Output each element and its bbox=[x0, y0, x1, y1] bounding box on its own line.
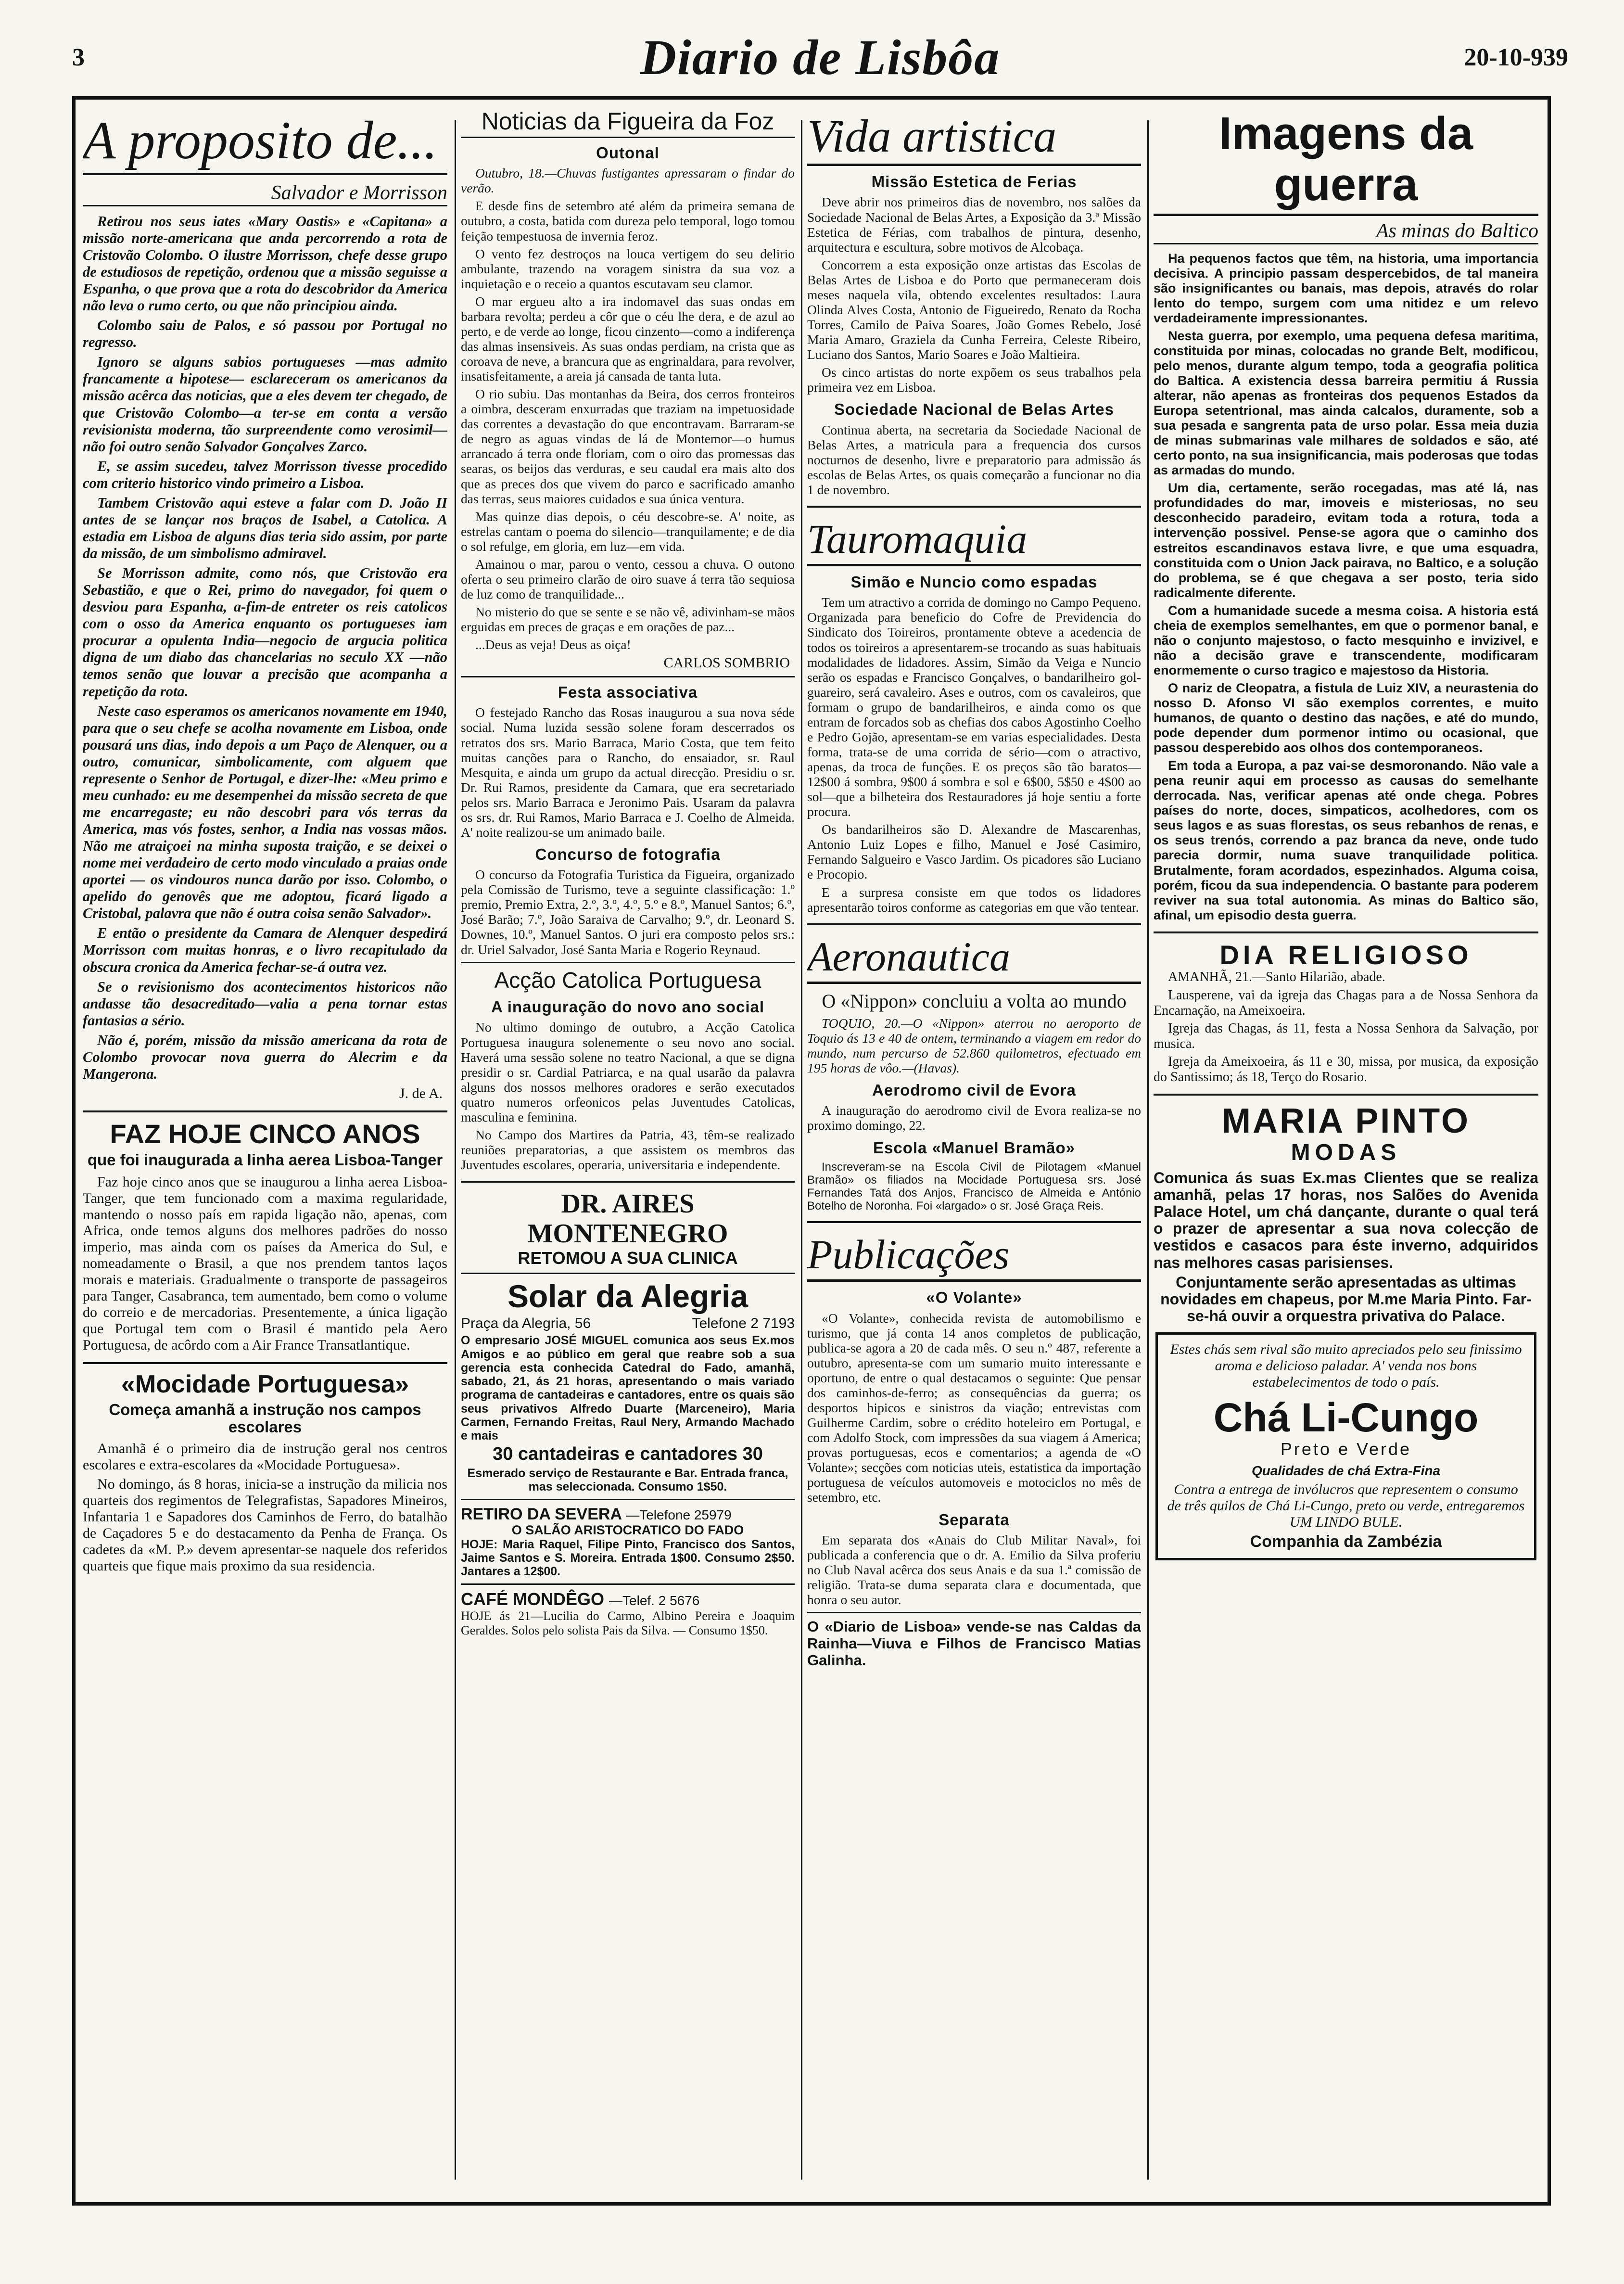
paragraph: No domingo, ás 8 horas, inicia-se a instrução da milicia nos quarteis dos regimentos de Telegrafistas, Sapadores Mineiros, Infantaria 1 e Sapadores dos Caminhos de Ferro, do batalhão de Caçadores 5 e do destacamento da Penha de França. Os cadetes da «M. P.» devem apresentar-se naquele dos referidos quarteis que fique mais proximo da sua residencia. bbox=[83, 1476, 447, 1574]
paragraph: Deve abrir nos primeiros dias de novembro, nos salões da Sociedade Nacional de Belas Artes, a Exposição da 3.ª Missão Estetica de Férias, com trabalhos de pintura, desenho, arquitectura e escultura, sobre motivos de Alcobaça. bbox=[807, 194, 1141, 255]
ad-maria-text: Comunica ás suas Ex.mas Clientes que se realiza amanhã, pelas 17 horas, nos Salões do Avenida Palace Hotel, um chá dançante, durante o qual terá o prazer de apresentar a sua nova colecção de vestidos e casacos para éste inverno, adquiridos nas melhores casas parisienses. bbox=[1154, 1169, 1538, 1271]
column-4 bbox=[1154, 108, 1538, 2187]
paragraph: Se o revisionismo dos acontecimentos historicos não andasse tão desacreditado—valia a pena tornar estas fantasias a sério. bbox=[83, 978, 447, 1029]
article-subhead: Aerodromo civil de Evora bbox=[872, 1081, 1076, 1099]
ad-retiro-sub: O SALÃO ARISTOCRATICO DO FADO bbox=[511, 1523, 744, 1538]
paragraph: Inscreveram-se na Escola Civil de Pilotagem «Manuel Bramão» os filiados na Mocidade Portuguesa srs. José Fernandes Tatá dos Anjos, Francisco de Almeida e António Botelho de Noronha. Foi «largado» o sr. José Graça Reis. bbox=[807, 1160, 1141, 1213]
paragraph: Os cinco artistas do norte expõem os seus trabalhos pela primeira vez em Lisboa. bbox=[807, 365, 1141, 395]
article-subhead: Sociedade Nacional de Belas Artes bbox=[834, 400, 1114, 419]
column-2 bbox=[461, 108, 795, 2187]
article-body bbox=[1154, 251, 1538, 923]
column-3 bbox=[807, 108, 1141, 2187]
ad-cafe-header bbox=[461, 1590, 795, 1609]
section-title: Festa associativa bbox=[558, 683, 698, 702]
paragraph: Mas quinze dias depois, o céu descobre-se. A' noite, as estrelas cantam o poema do silencio—tranquilamente; e de dia o sol refulge, em gloria, em luz—em vida. bbox=[461, 509, 795, 554]
paragraph: Com a humanidade sucede a mesma coisa. A historia está cheia de exemplos semelhantes, em que o pormenor banal, e não o conjunto majestoso, o facto mesquinho e invizivel, e não a decisão grave e transcendente, modificaram enormemente o curso tragico e majestoso da Historia. bbox=[1154, 603, 1538, 677]
paragraph: Ha pequenos factos que têm, na historia, uma importancia decisiva. A principio passam despercebidos, de tal maneira são insignificantes ou banais, mas depois, através do rolar lento do tempo, surgem com uma nitidez e um relevo verdadeiramente impressionantes. bbox=[1154, 251, 1538, 325]
article-headline: «Mocidade Portuguesa» bbox=[121, 1370, 409, 1398]
article-headline: Noticias da Figueira da Foz bbox=[461, 108, 795, 138]
article-subhead: Simão e Nuncio como espadas bbox=[850, 573, 1098, 591]
column-rule bbox=[801, 120, 802, 2180]
article-subhead: Salvador e Morrisson bbox=[83, 182, 447, 206]
ad-retiro-phone: —Telefone 25979 bbox=[626, 1507, 732, 1522]
paragraph: E a surpresa consiste em que todos os lidadores apresentarão toiros conforme as categorias em que vão tentear. bbox=[807, 884, 1141, 915]
signature: J. de A. bbox=[399, 1085, 443, 1101]
ad-aires-name: DR. AIRES MONTENEGRO bbox=[527, 1189, 728, 1249]
paragraph: O nariz de Cleopatra, a fistula de Luiz XIV, a neurastenia do nosso D. Afonso VI são exemplos correntes, e muito humanos, de quanto o destino das nações, e até do mundo, pode depender dum pormenor intimo ou ocasional, que passou desperebido aos olhos dos contemporaneos. bbox=[1154, 680, 1538, 755]
ad-cha-offer: Contra a entrega de invólucros que representem o consumo de três quilos de Chá Li-Cungo, preto ou verde, entregaremos UM LINDO BULE. bbox=[1167, 1481, 1525, 1530]
divider bbox=[807, 506, 1141, 508]
ad-maria-sub: MODAS bbox=[1291, 1139, 1401, 1165]
paragraph: Igreja das Chagas, ás 11, festa a Nossa Senhora da Salvação, por musica. bbox=[1154, 1021, 1538, 1051]
divider bbox=[807, 923, 1141, 925]
article-subhead: Missão Estetica de Ferias bbox=[871, 173, 1077, 191]
section-headline: Vida artistica bbox=[807, 108, 1141, 166]
ad-aires-sub: RETOMOU A SUA CLINICA bbox=[518, 1248, 738, 1268]
divider bbox=[461, 676, 795, 677]
paragraph: Em separata dos «Anais do Club Militar Naval», foi publicada a conferencia que o dr. A. Emilio da Silva proferiu no Club Naval acêrca dos seus Anais e da sua 1.ª comissão de religião. Trata-se duma separata clara e documentada, que honra o seu autor. bbox=[807, 1532, 1141, 1608]
paragraph: Tem um atractivo a corrida de domingo no Campo Pequeno. Organizada para beneficio do Cofre de Previdencia do Sindicato dos Toireiros, prontamente obteve a acedencia de todos os toireiros a apresentarem-se trocando as suas habituais modalidades de lidadores. Assim, Simão da Veiga e Nuncio serão os espadas e Francisco Gonçalves, o bandarilheiro gol-guareiro, será cavaleiro. Ases e outros, com os cavaleiros, que formam o grupo de bandarilheiros, e ainda como os que entram de forcados sob as chefias dos cabos Agostinho Coelho e Pedro Gojão, apresentam-se em varias especialidades. Desta forma, trata-se de uma corrida de sério—com o atractivo, apenas, da troca de funções. E os preços são tão baratos—12$00 á sombra, 9$00 á sombra e sol e 6$00, 5$50 e 4$00 ao sol—que a bilheteira dos Restauradores já hoje sentiu a forte procura. bbox=[807, 595, 1141, 819]
issue-date: 20-10-939 bbox=[1464, 44, 1568, 71]
article-headline: FAZ HOJE CINCO ANOS bbox=[110, 1118, 420, 1149]
paragraph: E então o presidente da Camara de Alenquer despedirá Morrisson com muitas honras, e o livro recapitulado da obscura cronica da America fechar-se-á outra vez. bbox=[83, 925, 447, 975]
paragraph: Em toda a Europa, a paz vai-se desmoronando. Não vale a pena reunir aqui em processo as causas do semelhante derrocada. Nas, verificar apenas até onde chega. Pobres países do norte, doces, simpaticos, acolhedores, com os seus lagos e as suas florestas, os seus rebanhos de renas, e os seus trenós, correndo a paz branca da neve, onde tudo parecia dormir, numa suave tranquilidade politica. Brutalmente, foram acordados, espezinhados. Alguma coisa, porém, ficou da sua independencia. O bastante para poderem reviver na sua total autonomia. As minas do Baltico são, afinal, um episodio desta guerra. bbox=[1154, 758, 1538, 922]
paragraph: No Campo dos Martires da Patria, 43, têm-se realizado reuniões preparatorias, a que assistem os membros das Juventudes escolares, operaria, universitaria e independente. bbox=[461, 1127, 795, 1173]
divider bbox=[461, 1583, 795, 1585]
divider bbox=[83, 1110, 447, 1112]
paragraph: Faz hoje cinco anos que se inaugurou a linha aerea Lisboa-Tanger, que tem funcionado com a maxima regularidade, mantendo o nosso país em rapida ligação não, apenas, com Africa, onde temos alguns dos melhores padrões do nosso imperio, mas ainda com os países da America do Sul, e nomeadamente o Brasil, a que nos prendem tantos laços morais e materiais. Gradualmente o transporte de passageiros para Tanger, Casabranca, tem aumentado, bem como o volume do correio e de mercadorias. Presentemente, a única ligação que Portugal tem com o Brasil é mantido pela Aero Portuguesa, de acôrdo com a Air France Transatlantique. bbox=[83, 1174, 447, 1353]
ad-cafe-text: HOJE ás 21—Lucilia do Carmo, Albino Pereira e Joaquim Geraldes. Solos pelo solista Pais da Silva. — Consumo 1$50. bbox=[461, 1609, 795, 1637]
paragraph: E, se assim sucedeu, talvez Morrisson tivesse procedido com criterio historico vindo primeiro a Lisboa. bbox=[83, 458, 447, 491]
paragraph: Continua aberta, na secretaria da Sociedade Nacional de Belas Artes, a matricula para a frequencia dos cursos nocturnos de desenho, livre e preparatorio para admissão ás escolas de Belas Artes, os quais começarão a funcionar no dia 1 de novembro. bbox=[807, 422, 1141, 497]
paragraph: Um dia, certamente, serão rocegadas, mas até lá, nas profundidades do mar, imoveis e misteriosas, no seu desconhecido paradeiro, evitam toda a rotura, toda a intervenção possivel. Pense-se agora que o caminho dos estreitos escandinavos estava livre, e que uma esquadra, constituida com o Union Jack pairava, no Baltico, e a solução do problema, se é que chegava a ser posto, teria sido radicalmente diferente. bbox=[1154, 481, 1538, 600]
divider bbox=[1154, 931, 1538, 933]
ad-cha-intro: Estes chás sem rival são muito apreciados pelo seu finissimo aroma e delicioso paladar. A' venda nos bons estabelecimentos de todo o país. bbox=[1170, 1341, 1522, 1391]
paragraph: O vento fez destroços na louca vertigem do seu delirio ambulante, trazendo na voragem sinistra da sua voz a inquietação e o receio a quantos escutavam seu clamor. bbox=[461, 246, 795, 291]
paragraph: O rio subiu. Das montanhas da Beira, dos cerros fronteiros a oimbra, desceram enxurradas que traziam na impetuosidade das correntes a devastação do que encontravam. Barraram-se de negro as aguas vindas de lá de Montemor—o humus arrancado á terra onde floriam, com o oiro das promessas das searas, os beijos das verduras, e seu caudal era mais alto dos que as preces dos que vivem do parco e sacrificado amanho das terras, seus maiores cuidados e sua única ventura. bbox=[461, 386, 795, 506]
paragraph: Não é, porém, missão da missão americana da rota de Colombo provocar nova guerra do Alecrim e da Mangerona. bbox=[83, 1032, 447, 1082]
section-headline: DIA RELIGIOSO bbox=[1219, 939, 1472, 970]
paragraph: Igreja da Ameixoeira, ás 11 e 30, missa, por musica, da exposição do Santissimo; ás 18, Terço do Rosario. bbox=[1154, 1054, 1538, 1085]
article-subhead: A inauguração do novo ano social bbox=[491, 998, 765, 1016]
ad-solar-footer: Esmerado serviço de Restaurante e Bar. Entrada franca, mas seleccionada. Consumo 1$50. bbox=[467, 1467, 788, 1494]
paragraph: Ignoro se alguns sabios portugueses —mas admito francamente a hipotese— esclareceram os americanos da missão acêrca das noticias, que a eles devem ter chegado, de que Cristovão Colombo—a ter-se em conta a versão revisionista moderna, tão surpreendente como verosimil—não foi outro senão Salvador Gonçalves Zarco. bbox=[83, 354, 447, 455]
paragraph: Concorrem a esta exposição onze artistas das Escolas de Belas Artes de Lisboa e do Porto que permaneceram dois meses naquela vila, obtendo excelentes resultados: Laura Olinda Alves Costa, Antonio de Figueiredo, Renato da Rocha Torres, Camilo de Paiva Soares, João Gomes Rebelo, José Maria Amaro, Graziela da Cunha Ferreira, Celeste Ribeiro, Luciano dos Santos, Mario Soares e João Maltieira. bbox=[807, 257, 1141, 362]
ad-retiro-text: HOJE: Maria Raquel, Filipe Pinto, Francisco dos Santos, Jaime Santos e S. Moreira. Entrada 1$00. Consumo 2$50. Jantares a 12$00. bbox=[461, 1537, 795, 1579]
divider bbox=[461, 1499, 795, 1500]
divider bbox=[807, 1612, 1141, 1613]
ad-solar-contact bbox=[461, 1315, 795, 1332]
paragraph: Neste caso esperamos os americanos novamente em 1940, para que o seu chefe se acolha novamente em Lisboa, onde pousará uns dias, indo depois a um Paço de Alenquer, ou a outro, comunicar, simbolicamente, com alguem que represente o Senhor de Portugal, e dizer-lhe: «Meu primo e meu cunhado: eu me desempenhei da missão secreta de que me encarregaste; eu não descobri para vós terras da America, mas vós fostes, senhor, a India nas vossas mãos. Não me atraiçoei na minha suposta traição, e se deixei o nome mei verdadeiro de certo modo vinculado a praias onde aportei — os vindouros nunca darão por isso. Colombo, o apelido do genovês que me adoptou, ficará ligado a Cristobal, palavra que não é outra coisa senão Salvador». bbox=[83, 702, 447, 922]
divider bbox=[83, 1362, 447, 1364]
ad-solar-phone: Telefone 2 7193 bbox=[692, 1315, 795, 1332]
paragraph: No misterio do que se sente e se não vê, adivinham-se mãos erguidas em preces de graças e em orações de paz... bbox=[461, 604, 795, 635]
paragraph: Lausperene, vai da igreja das Chagas para a de Nossa Senhora da Encarnação, na Ameixoeira. bbox=[1154, 987, 1538, 1018]
column-1 bbox=[83, 108, 447, 2187]
article-subhead: Outonal bbox=[596, 144, 660, 162]
paragraph: O festejado Rancho das Rosas inaugurou a sua nova séde social. Numa luzida sessão solene foram descerrados os retratos dos srs. Mario Barraca, Mario Costa, que tem feito muitas canções para o Rancho, do ensaiador, sr. Raul Mesquita, e ainda um grupo da actual direcção. Presidiu o sr. Dr. Rui Ramos, presidente da Camara, que era secretariado pelos srs. Mario Barraca e Jeronimo Pais. Usaram da palavra os srs. dr. Rui Ramos, Mario Barraca e J. Coelho de Almeida. A' noite realizou-se um animado baile. bbox=[461, 705, 795, 840]
ad-solar-text: O empresario JOSÉ MIGUEL comunica aos seus Ex.mos Amigos e ao público em geral que reabre sob a sua gerencia esta conhecida Catedral do Fado, amanhã, sabado, 21, ás 21 horas, apresentando o mais variado programa de cantadeiras e cantadores, entre os quais são seus privativos Alfredo Duarte (Marceneiro), Maria Carmen, Fernando Freitas, Raul Nery, Armando Machado e mais bbox=[461, 1334, 795, 1443]
ad-cha-sub: Preto e Verde bbox=[1280, 1439, 1412, 1459]
religious-listing bbox=[1154, 970, 1538, 1085]
section-headline: Aeronautica bbox=[807, 932, 1141, 984]
paragraph: Tambem Cristovão aqui esteve a falar com D. João II antes de se lançar nos braços de Isabel, a Catolica. A estadia em Lisboa de alguns dias teria sido assim, por parte da missão, de um simbolismo admiravel. bbox=[83, 494, 447, 562]
divider bbox=[461, 1181, 795, 1183]
divider bbox=[461, 962, 795, 963]
paragraph: A inauguração do aerodromo civil de Evora realiza-se no proximo domingo, 22. bbox=[807, 1103, 1141, 1133]
paragraph: O concurso da Fotografia Turistica da Figueira, organizado pela Comissão de Turismo, teve a seguinte classificação: 1.º premio, Premio Extra, 2.º, 3.º, 4.º, 5.º e 8.º, Manuel Santos; 6.º, José Barão; 7.º, João Saraiva de Carvalho; 9.º, dr. Leonard S. Downes, 10.º, Manuel Santos. O juri era composto pelos srs.: dr. Uriel Salvador, José Santa Maria e Rogerio Reynaud. bbox=[461, 867, 795, 957]
paragraph: TOQUIO, 20.—O «Nippon» aterrou no aeroporto de Toquio ás 13 e 40 de ontem, terminando a viagem em redor do mundo, num percurso de 52.860 quilometros, efectuado em 195 horas de vôo.—(Havas). bbox=[807, 1015, 1141, 1076]
article-headline: Acção Catolica Portuguesa bbox=[494, 967, 761, 993]
ad-cha-name: Chá Li-Cungo bbox=[1213, 1395, 1479, 1441]
ad-maria-name: MARIA PINTO bbox=[1221, 1101, 1470, 1140]
section-headline: Tauromaquia bbox=[807, 514, 1141, 566]
paragraph: Retirou nos seus iates «Mary Oastis» e «Capitana» a missão norte-americana que anda percorrendo a rota de Cristovão Colombo. O ilustre Morrisson, chefe desse grupo de estudiosos de repetição, ordenou que a missão seguisse a Espanha, o que prova que a rota do descobridor da America não leva o rumo certo, ou que não principiou ainda. bbox=[83, 213, 447, 314]
divider bbox=[461, 1273, 795, 1274]
ad-solar-name: Solar da Alegria bbox=[507, 1278, 749, 1314]
column-rule bbox=[455, 120, 456, 2180]
page-number: 3 bbox=[72, 44, 85, 71]
paragraph: Se Morrisson admite, como nós, que Cristovão era Sebastião, e que o Rei, primo do navegador, foi quem o desviou para Espanha, a-fim-de entreter os reis catolicos com o osso da America enquanto os portugueses iam procurar a opulenta India—negocio de argucia politica digna de um diabo das chancelarias no seculo XX —não temos senão que louvar a precisão que acompanha a repetição da rota. bbox=[83, 565, 447, 700]
divider bbox=[807, 1221, 1141, 1223]
masthead bbox=[72, 24, 1568, 91]
ad-retiro-name: RETIRO DA SEVERA bbox=[461, 1505, 622, 1523]
paragraph: AMANHÃ, 21.—Santo Hilarião, abade. bbox=[1168, 970, 1385, 985]
ad-cafe-phone: —Telef. 2 5676 bbox=[609, 1593, 700, 1608]
article-headline: A proposito de... bbox=[83, 108, 447, 175]
article-subhead: que foi inaugurada a linha aerea Lisboa-Tanger bbox=[87, 1151, 443, 1169]
ad-cha-quality: Qualidades de chá Extra-Fina bbox=[1251, 1463, 1441, 1478]
article-subhead: «O Volante» bbox=[926, 1289, 1022, 1307]
section-headline: Publicações bbox=[807, 1230, 1141, 1282]
paragraph: Os bandarilheiros são D. Alexandre de Mascarenhas, Antonio Luiz Lopes e filho, Manuel e José Casimiro, Fernando Salgueiro e Vasco Jardim. Os picadores são Luciano e Procopio. bbox=[807, 822, 1141, 882]
ad-solar-count: 30 cantadeiras e cantadores 30 bbox=[493, 1444, 763, 1465]
article-headline: O «Nippon» concluiu a volta ao mundo bbox=[822, 990, 1127, 1012]
article-body bbox=[83, 213, 447, 1083]
paragraph: Amainou o mar, parou o vento, cessou a chuva. O outono oferta o seu primeiro clarão de oiro suave á terra tão sequiosa de luz como de tranquilidade... bbox=[461, 556, 795, 601]
ad-maria-text2: Conjuntamente serão apresentadas as ultimas novidades em chapeus, por M.me Maria Pinto. Far-se-há ouvir a orquestra privativa do Palace. bbox=[1160, 1273, 1532, 1325]
sales-notice: O «Diario de Lisboa» vende-se nas Caldas da Rainha—Viuva e Filhos de Francisco Matias Galinha. bbox=[807, 1618, 1141, 1669]
ad-solar-address: Praça da Alegria, 56 bbox=[461, 1315, 591, 1332]
ad-cha-box bbox=[1155, 1332, 1536, 1560]
column-rule bbox=[1147, 120, 1149, 2180]
paragraph: O mar ergueu alto a ira indomavel das suas ondas em barbara revolta; perdeu a côr que o céu lhe dera, e de azul ao perto, e de verde ao longe, ficou cinzento—como a indiferença das almas insensiveis. As suas ondas perdiam, na crista que as coroava de neve, a brancura que as engrinaldara, para revolver, insatisfeitamente, a areia já cansada de tanta luta. bbox=[461, 293, 795, 384]
ad-cha-company: Companhia da Zambézia bbox=[1250, 1532, 1442, 1551]
paragraph: Colombo saiu de Palos, e só passou por Portugal no regresso. bbox=[83, 317, 447, 351]
paragraph: Amanhã é o primeiro dia de instrução geral nos centros escolares e extra-escolares da «Mocidade Portuguesa». bbox=[83, 1441, 447, 1473]
section-title: Concurso de fotografia bbox=[535, 845, 721, 863]
article-subhead: Separata bbox=[939, 1510, 1010, 1529]
article-subhead: Escola «Manuel Bramão» bbox=[873, 1138, 1075, 1157]
ad-retiro-header bbox=[461, 1505, 795, 1523]
paragraph: Nesta guerra, por exemplo, uma pequena defesa maritima, constituida por minas, colocadas no grande Belt, modificou, pelo menos, durante algum tempo, toda a geografia politica do Baltica. A existencia dessa barreira permitiu á Russia alterar, não apenas as fronteiras dos pequenos Estados da Europa setentrional, mas ainda calcalos, duramente, sob a sua pesada e sangrenta pata de urso polar. Essa meia duzia de minas submarinas vale milhares de soldados e são, até certo ponto, na sua insignificancia, mais poderosas que todas as armadas do mundo. bbox=[1154, 328, 1538, 478]
paragraph: Outubro, 18.—Chuvas fustigantes apressaram o findar do verão. bbox=[461, 166, 795, 196]
newspaper-title: Diario de Lisbôa bbox=[640, 30, 1001, 85]
paragraph: E desde fins de setembro até além da primeira semana de outubro, a costa, batida com dureza pelo temporal, logo tomou feição tempestuosa de invernia feroz. bbox=[461, 198, 795, 243]
paragraph: ...Deus as veja! Deus as oiça! bbox=[475, 637, 631, 652]
ad-cafe-name: CAFÉ MONDÊGO bbox=[461, 1589, 605, 1609]
paragraph: No ultimo domingo de outubro, a Acção Catolica Portuguesa inaugura solenemente o seu novo ano social. Haverá uma sessão solene no teatro Nacional, a que se digna presidir o sr. Cardial Patriarca, e na qual usarão da palavra alguns dos nossos melhores oradores e serão executados quatro numeros orfeonicos pelas Juventudes Catolicas, masculina e feminina. bbox=[461, 1020, 795, 1124]
article-subhead: As minas do Baltico bbox=[1154, 220, 1538, 244]
divider bbox=[1154, 1094, 1538, 1096]
paragraph: «O Volante», conhecida revista de automobilismo e turismo, que já conta 14 anos completos de publicação, publica-se agora a 20 de cada mês. O seu n.º 487, referente a outubro, apresenta-se com um sumario muito interessante e oportuno, de entre o qual destacamos o seguinte: Que pensar dos caminhos-de-ferro; as consequências da guerra; os desportos hipicos e sinistros da viação; entrevistas com Guilherme Cardim, sobre o crédito hoteleiro em Portugal, e com Adolfo Stock, com impressões da sua viagem á America; provas portuguesas, ecos e comentarios; a agenda de «O Volante»; secções com noticias uteis, estatistica da importação portuguesa de veículos automoveis e motociclos no mês de setembro, etc. bbox=[807, 1310, 1141, 1505]
signature: CARLOS SOMBRIO bbox=[663, 655, 790, 671]
article-subhead: Começa amanhã a instrução nos campos escolares bbox=[109, 1400, 421, 1436]
section-headline: Imagens da guerra bbox=[1154, 108, 1538, 216]
